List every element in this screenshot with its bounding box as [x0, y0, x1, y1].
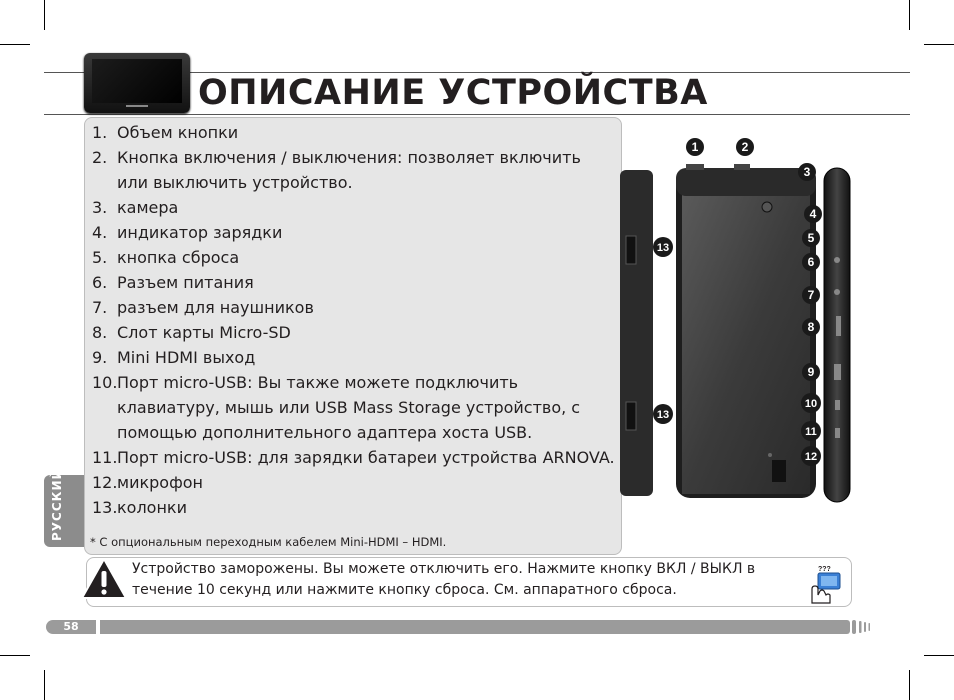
callout-label: 7: [807, 288, 815, 302]
item-number: 8.: [92, 323, 108, 342]
crop-mark: [0, 655, 30, 656]
callout-label: 1: [691, 140, 699, 154]
crop-mark: [909, 670, 910, 700]
callout-label: 2: [741, 140, 749, 154]
callout-label: 4: [809, 207, 817, 221]
device-left-body: [620, 170, 653, 496]
item-number: 3.: [92, 198, 108, 217]
touch-screen-icon: [806, 563, 846, 605]
item-number: 5.: [92, 248, 108, 267]
item-text: Mini HDMI выход: [117, 348, 256, 367]
crop-mark: [0, 44, 30, 45]
language-tab-label: РУССКИЙ: [50, 468, 64, 541]
sd-slot-icon: [836, 316, 841, 336]
list-item: [94, 345, 616, 370]
item-number: 10.: [92, 373, 118, 392]
callout-7: [802, 286, 820, 304]
list-item: [94, 295, 616, 320]
item-text: Порт micro-USB: для зарядки батареи устройства ARNOVA.: [117, 448, 615, 467]
header-rule-bottom: [44, 114, 910, 115]
device-top-ridge: [676, 168, 816, 196]
list-item: [94, 120, 616, 145]
item-text: Кнопка включения / выключения: позволяет включить или выключить устройство.: [117, 148, 581, 192]
hdmi-port-icon: [834, 364, 841, 380]
list-item: [94, 145, 616, 195]
item-number: 4.: [92, 223, 108, 242]
callout-12: [801, 446, 821, 466]
callout-label: 8: [807, 320, 815, 334]
speaker-grille-icon: [626, 402, 636, 430]
item-text: Разъем питания: [117, 273, 254, 292]
tablet-screen: [92, 59, 182, 103]
item-text: разъем для наушников: [117, 298, 314, 317]
footnote: * С опциональным переходным кабелем Mini-HDMI – HDMI.: [90, 535, 447, 549]
list-item: [94, 220, 616, 245]
list-item: [94, 370, 616, 445]
item-text: камера: [117, 198, 179, 217]
item-text: колонки: [117, 498, 187, 517]
item-number: 11.: [92, 448, 118, 467]
crop-mark: [909, 0, 910, 30]
callout-6: [802, 253, 820, 271]
callout-label: 12: [804, 451, 818, 463]
list-item: [94, 245, 616, 270]
touch-icon-label: ???: [818, 566, 831, 573]
callout-9: [802, 363, 820, 381]
list-item: [94, 470, 616, 495]
callout-label: 10: [804, 398, 818, 410]
power-jack-icon: [834, 257, 840, 263]
item-number: 9.: [92, 348, 108, 367]
callout-label: 9: [807, 365, 815, 379]
crop-mark: [924, 44, 954, 45]
callout-1: [686, 138, 704, 156]
crop-mark: [44, 0, 45, 30]
item-text: микрофон: [117, 473, 204, 492]
speaker-grille-icon: [626, 236, 636, 264]
list-item: [94, 195, 616, 220]
page-title: ОПИСАНИЕ УСТРОЙСТВА: [198, 73, 708, 113]
item-text: Объем кнопки: [117, 123, 239, 142]
callout-label: 13: [656, 409, 670, 421]
callout-11: [801, 421, 821, 441]
device-illustration: [620, 130, 860, 506]
list-item: [94, 445, 616, 470]
tablet-brand-mark: [126, 105, 148, 107]
item-number: 1.: [92, 123, 108, 142]
item-number: 6.: [92, 273, 108, 292]
volume-button: [686, 164, 704, 170]
callout-10: [801, 393, 821, 413]
list-item: [94, 320, 616, 345]
back-foot: [772, 460, 786, 482]
power-button: [734, 164, 750, 170]
crop-mark: [924, 655, 954, 656]
item-text: Слот карты Micro-SD: [117, 323, 291, 342]
usb-port-icon: [835, 428, 840, 438]
callout-label: 6: [807, 255, 815, 269]
feature-list: [94, 120, 616, 520]
callout-13-top: [653, 237, 673, 257]
usb-port-icon: [835, 400, 840, 410]
callout-13-bottom: [653, 404, 673, 424]
callout-8: [802, 318, 820, 336]
item-text: Порт micro-USB: Вы также можете подключить клавиатуру, мышь или USB Mass Storage устройство, с помощью дополнительного адаптера хоста USB.: [117, 373, 581, 442]
list-item: [94, 270, 616, 295]
camera-icon: [762, 202, 772, 212]
item-text: кнопка сброса: [117, 248, 240, 267]
callout-label: 11: [805, 426, 817, 438]
page-bar: [100, 620, 850, 634]
item-number: 12.: [92, 473, 118, 492]
tablet-thumbnail: [84, 53, 190, 113]
warning-icon: [80, 556, 128, 602]
callout-2: [736, 138, 754, 156]
list-item: [94, 495, 616, 520]
item-number: 7.: [92, 298, 108, 317]
item-number: 2.: [92, 148, 108, 167]
callout-5: [802, 229, 820, 247]
callout-label: 5: [807, 231, 815, 245]
crop-mark: [44, 670, 45, 700]
item-text: индикатор зарядки: [117, 223, 283, 242]
microphone-icon: [768, 453, 772, 457]
headphone-jack-icon: [834, 289, 840, 295]
item-number: 13.: [92, 498, 118, 517]
device-back-panel: [682, 194, 810, 494]
warning-text: Устройство заморожены. Вы можете отключить его. Нажмите кнопку ВКЛ / ВЫКЛ в течение 10 секунд или нажмите кнопку сброса. См. аппаратного сброса.: [132, 561, 756, 598]
callout-4: [804, 205, 822, 223]
callout-label: 3: [803, 165, 811, 179]
page-bar-end-icon: [852, 620, 874, 634]
language-tab: [44, 468, 84, 547]
callout-3: [798, 163, 816, 181]
page-number: 58: [46, 620, 96, 634]
callout-label: 13: [656, 242, 670, 254]
